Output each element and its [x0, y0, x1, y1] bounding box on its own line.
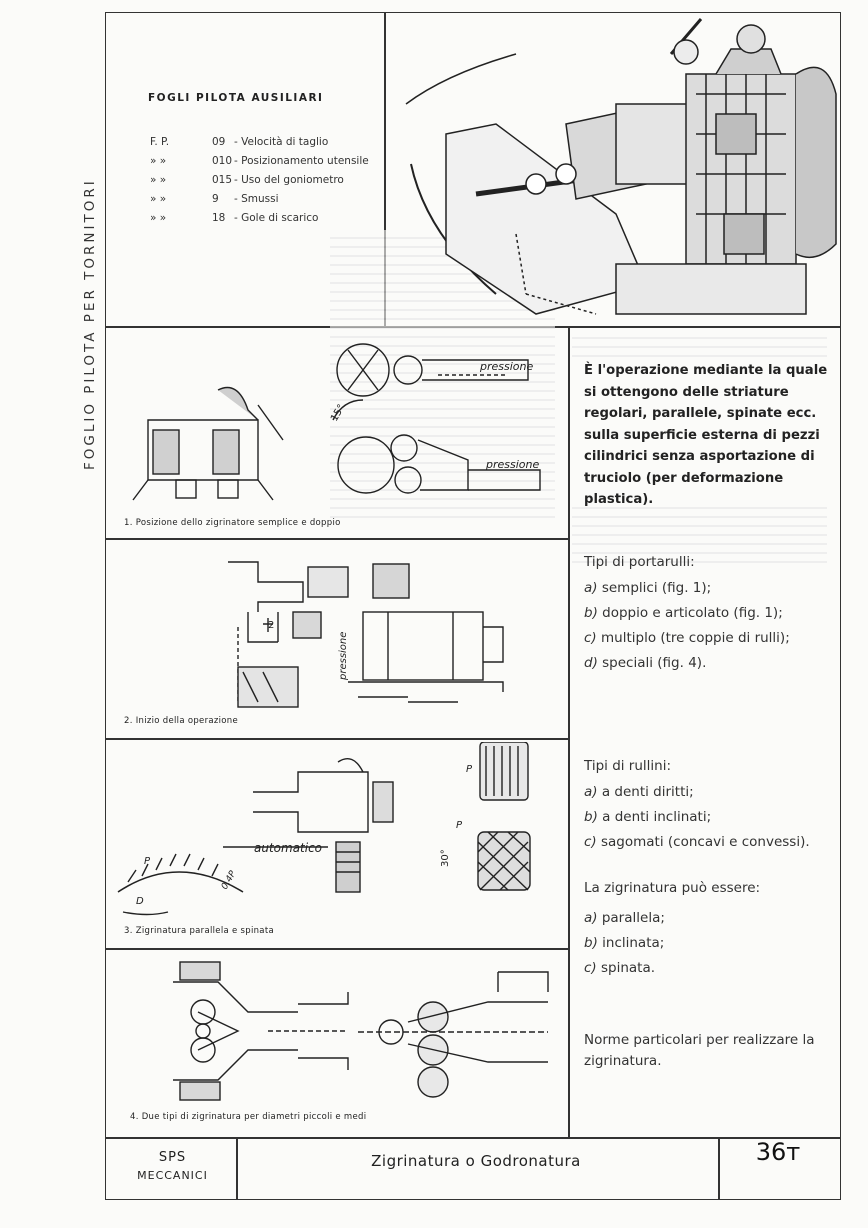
bleed-through-texture [572, 330, 827, 358]
fig3-label-diameter: D [136, 896, 144, 907]
item-letter: c) [584, 834, 597, 850]
norme-note: Norme particolari per realizzare la zigrinatura. [584, 1032, 815, 1069]
fig1-knurling-tool-positions [108, 330, 566, 520]
item-text: multiplo (tre coppie di rulli); [601, 630, 790, 646]
divider-figures-column [568, 326, 570, 1138]
item-letter: b) [584, 809, 598, 825]
page-number: 36т [755, 1138, 801, 1166]
fig3-label-pitch-3: P [456, 820, 463, 831]
zigrinatura-list [584, 910, 665, 985]
fig3-parallel-and-spinata [108, 742, 566, 926]
item-letter: a) [584, 784, 598, 800]
fig3-label-automatico: automatico [254, 841, 323, 855]
divider-fig2-fig3 [105, 738, 569, 740]
item-letter: c) [584, 630, 597, 646]
fp-number: 9 [212, 193, 219, 205]
item-text: doppio e articolato (fig. 1); [602, 605, 783, 621]
item-letter: a) [584, 580, 598, 596]
fp-code: F. P. [150, 136, 170, 148]
fp-number: 09 [212, 136, 226, 148]
fp-code: » » [150, 193, 167, 205]
item-text: speciali (fig. 4). [602, 655, 707, 671]
fogli-pilota-list [150, 136, 369, 231]
item-letter: b) [584, 605, 598, 621]
item-text: spinata. [601, 960, 656, 976]
list-item [584, 605, 790, 630]
list-item [584, 960, 665, 985]
fogli-pilota-item [150, 136, 369, 155]
list-item [584, 655, 790, 680]
item-letter: b) [584, 935, 598, 951]
rullini-title: Tipi di rullini: [584, 758, 672, 774]
item-letter: a) [584, 910, 598, 926]
portarulli-list [584, 580, 790, 680]
list-item [584, 910, 665, 935]
operation-description: È l'operazione mediante la quale si ottengono delle striature regolari, parallele, spinate ecc. sulla superficie esterna di pezzi cilindrici senza asportazione di truciolo (per deformazione plastica). [584, 363, 828, 507]
fig4-caption: 4. Due tipi di zigrinatura per diametri piccoli e medi [130, 1112, 367, 1122]
fig2-caption: 2. Inizio della operazione [124, 716, 239, 726]
fig2-label-dimension: 2 [268, 620, 275, 631]
fp-number: 010 [212, 155, 233, 167]
side-title: FOGLIO PILOTA PER TORNITORI [82, 178, 98, 470]
footer-org-line2: MECCANICI [137, 1169, 208, 1182]
fig1-caption: 1. Posizione dello zigrinatore semplice e doppio [124, 518, 341, 528]
fogli-pilota-item [150, 155, 369, 174]
item-letter: d) [584, 655, 598, 671]
item-letter: c) [584, 960, 597, 976]
fogli-pilota-item [150, 174, 369, 193]
portarulli-title: Tipi di portarulli: [584, 554, 695, 570]
fp-label: - Velocità di taglio [234, 136, 329, 148]
fogli-pilota-item [150, 212, 369, 231]
fp-code: » » [150, 174, 167, 186]
list-item [584, 935, 665, 960]
fp-label: - Uso del goniometro [234, 174, 344, 186]
item-text: inclinata; [602, 935, 665, 951]
fig1-label-angle: 15° [329, 402, 348, 424]
item-text: parallela; [601, 910, 665, 926]
fogli-pilota-title: FOGLI PILOTA AUSILIARI [148, 92, 324, 104]
fp-code: » » [150, 212, 167, 224]
fogli-pilota-item [150, 193, 369, 212]
footer-title: Zigrinatura o Godronatura [371, 1152, 581, 1170]
divider-fig1-fig2 [105, 538, 569, 540]
list-item [584, 809, 810, 834]
fig3-label-depth: 0,4P [219, 869, 239, 892]
zigrinatura-title: La zigrinatura può essere: [584, 880, 761, 896]
lathe-toolpost-illustration [386, 14, 838, 326]
rullini-list [584, 784, 810, 859]
list-item [584, 580, 790, 605]
fig3-label-angle: 30° [440, 849, 451, 867]
fp-label: - Smussi [234, 193, 279, 205]
item-text: semplici (fig. 1); [601, 580, 712, 596]
fig3-caption: 3. Zigrinatura parallela e spinata [124, 926, 274, 936]
fp-code: » » [150, 155, 167, 167]
fig2-operation-start [108, 542, 566, 712]
divider-fig3-fig4 [105, 948, 569, 950]
fig2-label-pressione: pressione [338, 631, 349, 680]
fig4-two-knurling-types [108, 952, 566, 1112]
list-item [584, 834, 810, 859]
fp-number: 015 [212, 174, 233, 186]
item-text: sagomati (concavi e convessi). [601, 834, 810, 850]
item-text: a denti diritti; [601, 784, 694, 800]
fig1-label-pressione-2: pressione [486, 458, 540, 471]
fig1-label-pressione-1: pressione [480, 360, 534, 373]
list-item [584, 630, 790, 655]
fig3-label-pitch-1: P [144, 856, 151, 867]
fp-number: 18 [212, 212, 226, 224]
footer-organization [110, 1150, 235, 1182]
fp-label: - Posizionamento utensile [234, 155, 369, 167]
item-text: a denti inclinati; [602, 809, 712, 825]
fig3-label-pitch-2: P [466, 764, 473, 775]
list-item [584, 784, 810, 809]
fp-label: - Gole di scarico [234, 212, 319, 224]
footer-org-line1: SPS [158, 1150, 187, 1165]
